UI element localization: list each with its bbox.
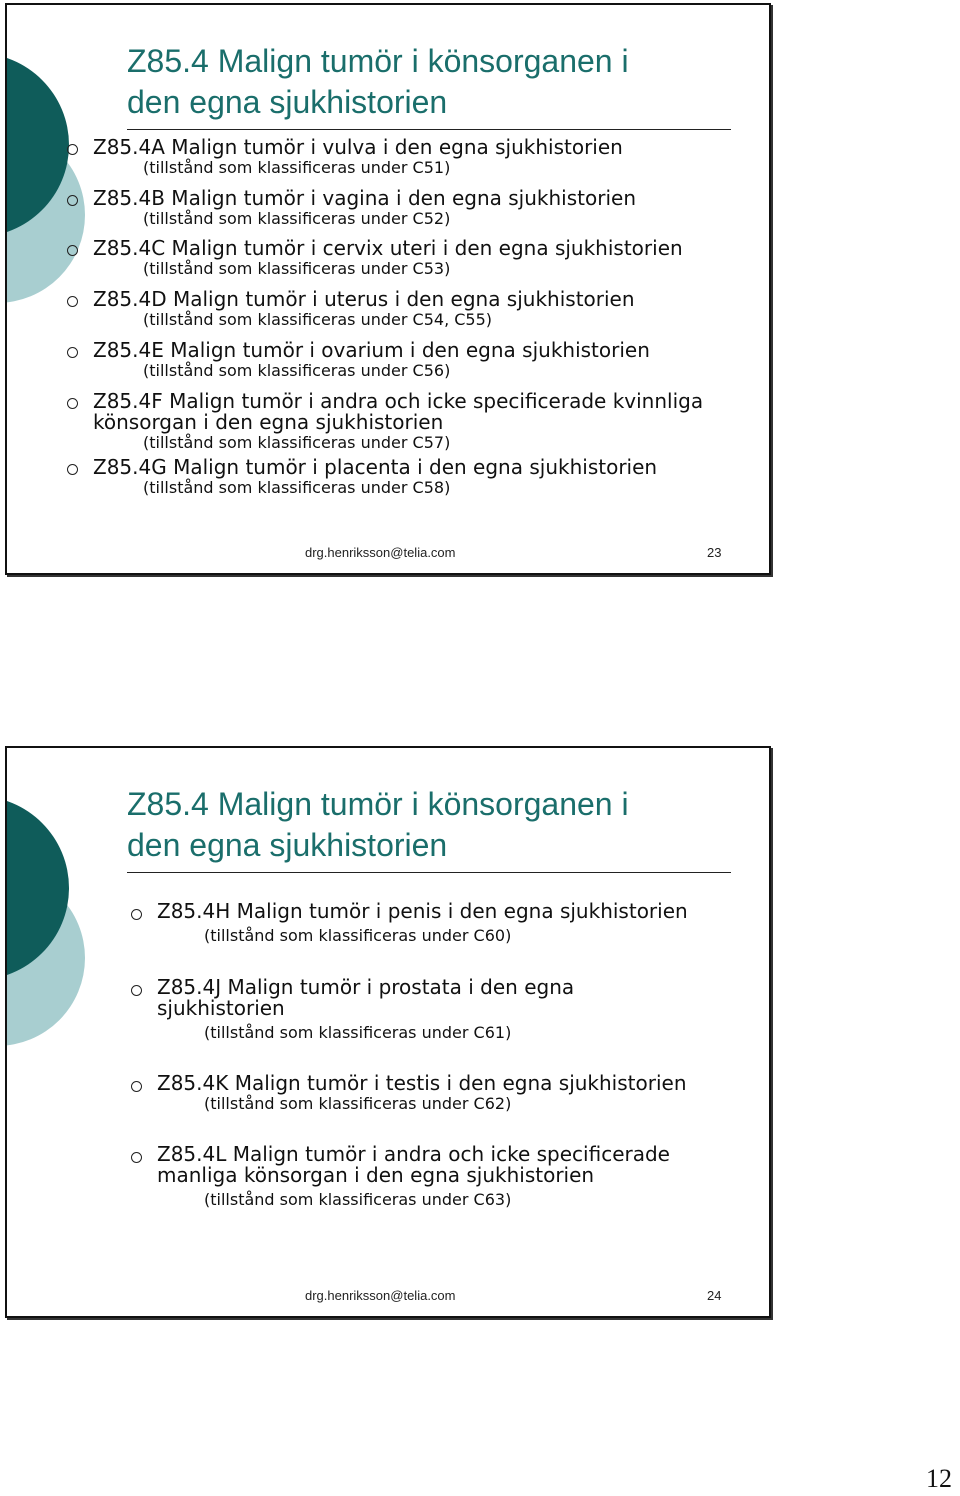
bullet-circle-icon — [67, 245, 78, 256]
title-line-1: Z85.4 Malign tumör i könsorganen i — [127, 786, 629, 822]
bullet-circle-icon — [67, 347, 78, 358]
list-item: Z85.4B Malign tumör i vagina i den egna sjukhistorien (tillstånd som klassificeras under C52) — [93, 186, 636, 228]
bullet-circle-icon — [67, 296, 78, 307]
list-item: Z85.4E Malign tumör i ovarium i den egna sjukhistorien (tillstånd som klassificeras under C56) — [93, 338, 650, 380]
slide-decoration-circles — [7, 748, 97, 1078]
slide-number: 24 — [707, 1288, 722, 1303]
bullet-circle-icon — [67, 195, 78, 206]
title-divider — [127, 872, 731, 873]
bullet-circle-icon — [131, 1081, 142, 1092]
list-item: Z85.4F Malign tumör i andra och icke specificerade kvinnliga könsorgan i den egna sjukhistorien (tillstånd som klassificeras under C57) — [93, 389, 704, 452]
slide-decoration-circles — [7, 5, 97, 335]
list-item: Z85.4D Malign tumör i uterus i den egna sjukhistorien (tillstånd som klassificeras under C54, C55) — [93, 287, 635, 329]
bullet-circle-icon — [67, 464, 78, 475]
footer-email: drg.henriksson@telia.com — [305, 1288, 456, 1303]
slide-title — [127, 41, 727, 123]
list-item: Z85.4G Malign tumör i placenta i den egna sjukhistorien (tillstånd som klassificeras under C58) — [93, 455, 658, 497]
title-line-2: den egna sjukhistorien — [127, 827, 448, 863]
bullet-circle-icon — [131, 909, 142, 920]
list-item: Z85.4C Malign tumör i cervix uteri i den egna sjukhistorien (tillstånd som klassificeras under C53) — [93, 236, 683, 278]
bullet-circle-icon — [131, 1152, 142, 1163]
footer-email: drg.henriksson@telia.com — [305, 545, 456, 560]
list-item: Z85.4K Malign tumör i testis i den egna sjukhistorien (tillstånd som klassificeras under C62) — [157, 1071, 687, 1113]
title-divider — [127, 129, 731, 130]
list-item: Z85.4J Malign tumör i prostata i den egna sjukhistorien (tillstånd som klassificeras under C61) — [157, 975, 575, 1042]
slide-23 — [5, 3, 771, 575]
slide-title — [127, 784, 727, 866]
list-item: Z85.4H Malign tumör i penis i den egna sjukhistorien (tillstånd som klassificeras under C60) — [157, 899, 688, 945]
slide-number: 23 — [707, 545, 722, 560]
page-number: 12 — [926, 1464, 952, 1493]
bullet-circle-icon — [131, 985, 142, 996]
list-item: Z85.4L Malign tumör i andra och icke specificerade manliga könsorgan i den egna sjukhistorien (tillstånd som klassificeras under C63) — [157, 1142, 670, 1209]
bullet-circle-icon — [67, 144, 78, 155]
title-line-1: Z85.4 Malign tumör i könsorganen i — [127, 43, 629, 79]
title-line-2: den egna sjukhistorien — [127, 84, 448, 120]
bullet-circle-icon — [67, 398, 78, 409]
slide-24 — [5, 746, 771, 1318]
list-item: Z85.4A Malign tumör i vulva i den egna sjukhistorien (tillstånd som klassificeras under C51) — [93, 135, 623, 177]
